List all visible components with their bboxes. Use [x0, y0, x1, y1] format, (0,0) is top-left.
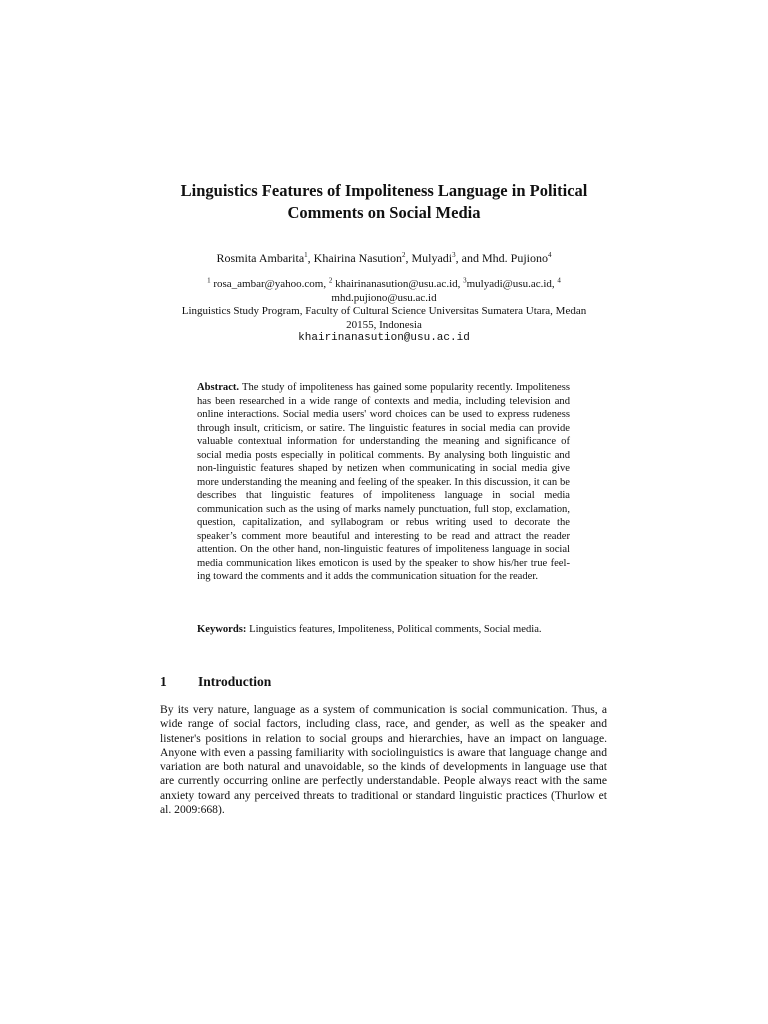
- author-mark: 1: [304, 251, 308, 259]
- email-separator: ,: [323, 278, 329, 290]
- email-mark: 2: [328, 276, 333, 285]
- contact-email: khairinanasution@usu.ac.id: [298, 332, 470, 344]
- email-mark: 1: [207, 276, 211, 285]
- section-number: 1: [160, 674, 167, 689]
- author-name: Rosmita Ambarita: [216, 251, 305, 265]
- author-name: Mulyadi: [411, 251, 453, 265]
- abstract: [197, 381, 570, 584]
- body-paragraph: By its very nature, language as a system of communication is social communication. Thus, a wide range of social factors, including class, race, and gender, as well as the speaker and listener's positions in relation to social groups and hierarchies, have an impact on language. Anyone with even a passing familiarity with sociolinguistics is aware that language change and variation are both natural and unavoidable, so the kinds of developments in language use that are currently occurring online are perfectly understandable. People always react with the same anxiety toward any perceived threats to traditional or standard linguistic practices (Thurlow et al. 2009:668).: [160, 703, 607, 817]
- author-mark: 2: [401, 251, 406, 259]
- keywords: [197, 623, 570, 637]
- author-name: Mhd. Pujiono: [481, 251, 548, 265]
- section-title: Introduction: [198, 674, 272, 689]
- author-name: Khairina Nasution: [313, 251, 402, 265]
- author-separator: ,: [307, 251, 314, 265]
- paper-title: [150, 180, 618, 224]
- email-mark: 3: [463, 276, 467, 285]
- affiliation-block: [160, 278, 608, 346]
- author-separator: , and: [455, 251, 482, 265]
- section-heading: [160, 673, 608, 691]
- email-list: [160, 278, 608, 305]
- keywords-text: Linguistics features, Impoliteness, Political comments, Social media.: [249, 624, 542, 635]
- author-mark: 4: [547, 251, 552, 259]
- author-mark: 3: [452, 251, 456, 259]
- email-mark: 4: [557, 276, 561, 285]
- title-line-1: Linguistics Features of Impoliteness Language in Political: [180, 181, 588, 200]
- title-line-2: Comments on Social Media: [287, 203, 481, 222]
- keywords-label: Keywords:: [197, 624, 247, 635]
- email-separator: ,: [551, 278, 558, 290]
- author-separator: ,: [405, 251, 412, 265]
- author-email: rosa_ambar@yahoo.com: [213, 278, 324, 290]
- institution-line-1: Linguistics Study Program, Faculty of Cultural Science Universitas Sumatera Utara, Medan: [181, 305, 587, 317]
- author-list: [120, 250, 648, 266]
- author-email: khairinanasution@usu.ac.id: [335, 278, 458, 290]
- abstract-text: The study of impoliteness has gained some popularity recently. Impoliteness has been researched in a wide range of contexts and media, including television and online interactions. Social media users' word choices can be used to express rudeness through insult, criticism, or satire. The linguistic features in social media can provide valuable contextual information for understanding the meaning and significance of social media posts especially in political comments. By analysing both linguistic and non-linguistic features shaped by netizen when communicating in social media give more understanding the meaning and feeling of the speaker. In this discussion, it can be describes that linguistic features of impoliteness language in social media communication such as the using of marks namely punctuation, full stop, exclamation, question, capitalization, and syllabogram or rebus writing used to decorate the speaker’s comment more beautiful and interesting to be read and attract the reader attention. On the other hand, non-linguistic features of impoliteness language in social media communication likes emoticon is used by the speaker to show his/her true feeling toward the comments and it adds the communication situation for the reader.: [197, 382, 570, 582]
- email-separator: ,: [457, 278, 464, 290]
- author-email: mulyadi@usu.ac.id: [466, 278, 552, 290]
- institution-line-2: 20155, Indonesia: [346, 318, 422, 331]
- author-email: mhd.pujiono@usu.ac.id: [331, 291, 437, 304]
- abstract-label: Abstract.: [197, 382, 240, 393]
